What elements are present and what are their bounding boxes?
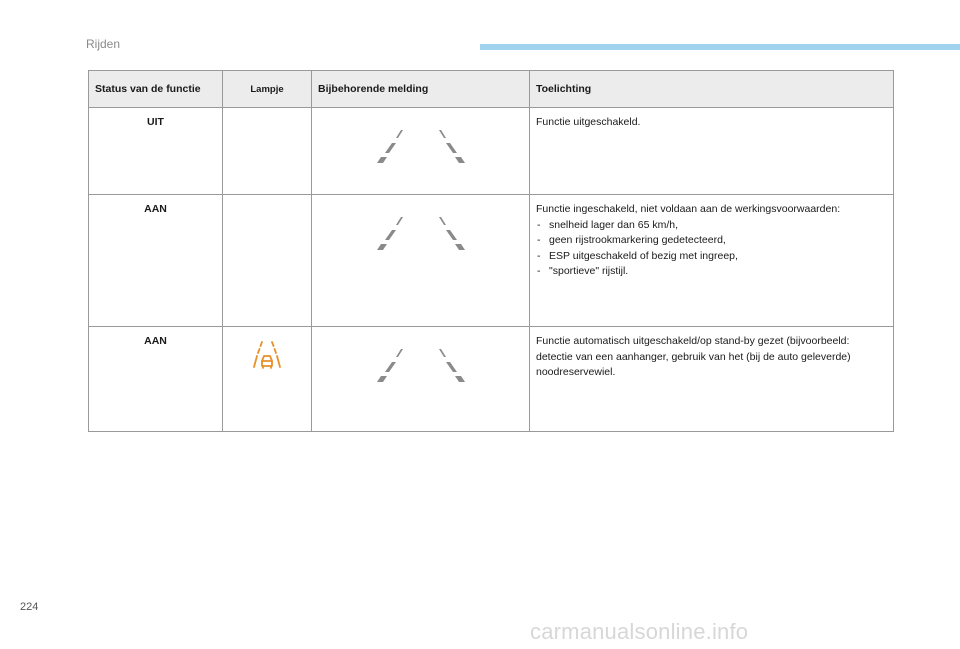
table-row [89,195,894,327]
status-cell: UIT [89,108,223,195]
list-item: - snelheid lager dan 65 km/h, [536,218,887,234]
lane-markings-icon [366,130,476,164]
melding-cell [312,195,530,327]
lane-markings-icon [366,217,476,251]
toelichting-text: Functie uitgeschakeld. [536,116,641,128]
list-item: - ESP uitgeschakeld of bezig met ingreep, [536,249,887,265]
lane-markings-icon [366,349,476,383]
table-row [89,108,894,195]
toelichting-text: Functie ingeschakeld, niet voldaan aan de werkingsvoorwaarden: [536,203,841,215]
function-status-table [88,70,894,432]
condition-list [536,218,887,280]
toelichting-cell [530,195,894,327]
melding-cell [312,108,530,195]
column-header-lampje: Lampje [223,71,312,108]
lamp-cell [223,108,312,195]
table-row [89,327,894,432]
section-title: Rijden [86,37,121,51]
lamp-cell [223,195,312,327]
list-item: - geen rijstrookmarkering gedetecteerd, [536,233,887,249]
header-accent-bar [480,44,960,50]
page-number: 224 [20,601,39,613]
toelichting-text: Functie automatisch uitgeschakeld/op stand-by gezet (bijvoorbeeld: detectie van een aanhanger, gebruik van het (bij de auto geleverde) noodreservewiel. [536,335,851,378]
column-header-status: Status van de functie [89,71,223,108]
column-header-toelichting: Toelichting [530,71,894,108]
lane-assist-warning-icon [252,340,282,370]
lamp-cell [223,327,312,432]
toelichting-cell [530,108,894,195]
column-header-melding: Bijbehorende melding [312,71,530,108]
watermark: carmanualsonline.info [530,619,749,644]
list-item: - "sportieve" rijstijl. [536,264,887,280]
status-cell: AAN [89,195,223,327]
melding-cell [312,327,530,432]
status-cell: AAN [89,327,223,432]
table-header-row [89,71,894,108]
toelichting-cell [530,327,894,432]
